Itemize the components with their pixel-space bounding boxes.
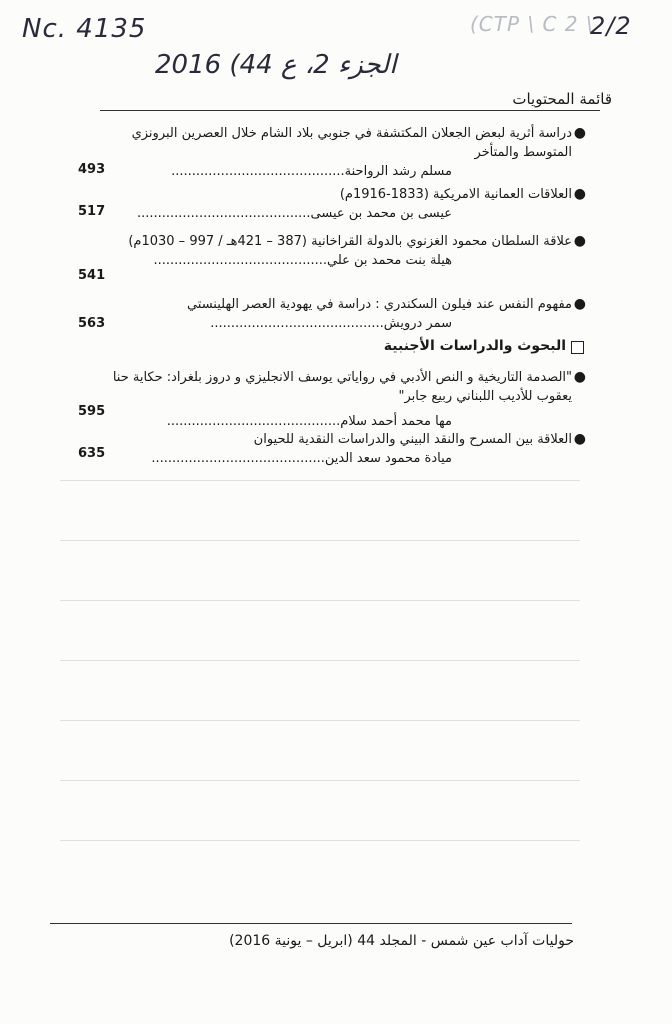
entry-author: ميادة محمود سعد الدين [324,451,452,466]
entry-author: عيسى بن محمد بن عيسى [310,206,452,221]
bleedthrough-line [60,600,580,601]
entry-page: 595 [78,404,106,419]
toc-entry [102,430,586,468]
entry-title: دراسة أثرية لبعض الجعلان المكتشفة في جنوبي بلاد الشام خلال العصرين البرونزي المتوسط والمتأخر [131,126,572,160]
entry-author: مها محمد أحمد سلام [340,414,452,429]
entry-author-line: مها محمد أحمد سلام.......................................... [166,414,452,429]
bullet-icon: ● [573,296,586,312]
entry-author-line: سمر درويش.......................................... [210,316,452,331]
toc-entry [102,185,586,223]
entry-page: 563 [78,316,106,331]
entry-author: مسلم رشد الرواحنة [344,164,452,179]
entry-author-line: مسلم رشد الرواحنة.......................................... [171,164,452,179]
bullet-icon: ● [573,431,586,447]
bleedthrough-line [60,780,580,781]
toc-entry [102,295,586,333]
title-rule [100,110,600,111]
entry-title: "الصدمة التاريخية و النص الأدبي في رواياتي يوسف الانجليزي و دروز بلغراد: حكاية حنا يعقوب للأديب اللبناني ربيع جابر" [112,370,572,404]
handwritten-page-number: 2/2 [590,12,632,40]
entry-author-line: هيلة بنت محمد بن علي.......................................... [153,253,452,268]
journal-footer: حوليات آداب عين شمس - المجلد 44 (ابريل – يونية 2016) [229,933,574,949]
entry-author-line: عيسى بن محمد بن عيسى.......................................... [136,206,452,221]
entry-title: العلاقات العمانية الامريكية (1833-1916م) [339,187,572,202]
entry-author-line: ميادة محمود سعد الدين.......................................... [151,451,452,466]
bullet-icon: ● [573,369,586,385]
bleedthrough-handwriting: (CTP \ C 2 \ [470,12,594,36]
entry-page: 517 [78,204,106,219]
entry-page: 541 [78,268,106,283]
toc-entry [102,368,586,431]
footer-rule [50,923,572,924]
section-heading: البحوث والدراسات الأجنبية [383,338,566,354]
handwritten-issue-note: 2016 (الجزء 2، ع 44 [155,50,397,80]
entry-author: سمر درويش [383,316,452,331]
checkbox-square-icon [571,341,584,354]
bleedthrough-line [60,840,580,841]
bullet-icon: ● [573,233,586,249]
entry-author: هيلة بنت محمد بن علي [327,253,452,268]
toc-entry [102,232,586,270]
bleedthrough-line [60,540,580,541]
entry-page: 635 [78,446,106,461]
handwritten-reference: Nc. 4135 [22,14,147,44]
bleedthrough-line [60,480,580,481]
toc-entry [102,124,586,181]
bullet-icon: ● [573,125,586,141]
entry-title: العلاقة بين المسرح والنقد البيني والدراسات النقدية للحيوان [253,432,572,447]
page-title: قائمة المحتويات [512,90,612,108]
entry-title: مفهوم النفس عند فيلون السكندري : دراسة في يهودية العصر الهلينستي [186,297,572,312]
bleedthrough-line [60,660,580,661]
bleedthrough-line [60,720,580,721]
bullet-icon: ● [573,186,586,202]
entry-title: علاقة السلطان محمود الغزنوي بالدولة القراخانية (387 – 421هـ / 997 – 1030م) [128,234,572,249]
entry-page: 493 [78,162,106,177]
